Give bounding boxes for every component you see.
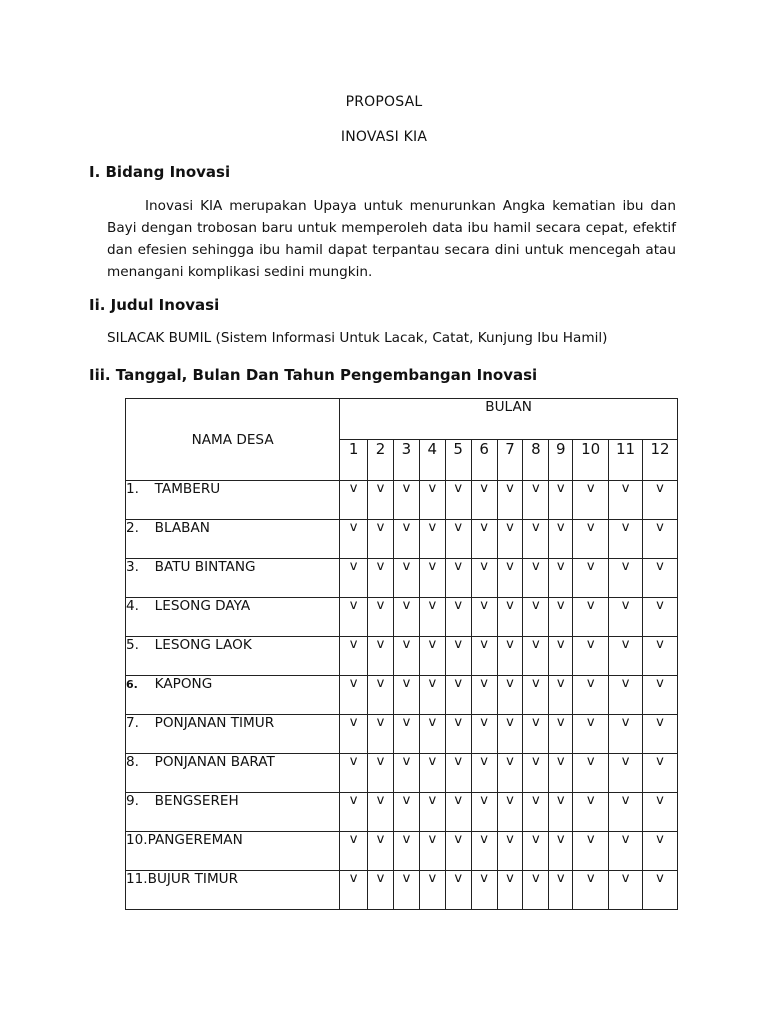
month-header-3: 3	[393, 440, 419, 481]
check-mark: v	[573, 871, 609, 910]
village-cell	[126, 481, 340, 520]
check-mark: v	[445, 637, 471, 676]
table-row	[126, 676, 678, 715]
village-number: 4.	[126, 598, 139, 614]
check-mark: v	[573, 598, 609, 637]
innovation-table	[125, 398, 678, 910]
check-mark: v	[523, 520, 549, 559]
check-mark: v	[393, 793, 419, 832]
check-mark: v	[471, 793, 497, 832]
table-row	[126, 637, 678, 676]
check-mark: v	[523, 676, 549, 715]
village-number: 6.	[126, 678, 138, 691]
village-name: PANGEREMAN	[147, 832, 243, 848]
village-cell	[126, 676, 340, 715]
month-header-8: 8	[523, 440, 549, 481]
check-mark: v	[445, 832, 471, 871]
check-mark: v	[523, 481, 549, 520]
check-mark: v	[393, 481, 419, 520]
check-mark: v	[445, 598, 471, 637]
village-cell	[126, 520, 340, 559]
month-header-2: 2	[368, 440, 394, 481]
check-mark: v	[340, 676, 368, 715]
village-number: 8.	[126, 754, 139, 770]
village-cell	[126, 715, 340, 754]
table-row	[126, 832, 678, 871]
check-mark: v	[340, 832, 368, 871]
check-mark: v	[340, 559, 368, 598]
paragraph-text: Inovasi KIA merupakan Upaya untuk menurunkan Angka kematian ibu dan Bayi dengan trobosan baru untuk memperoleh data ibu hamil secara cepat, efektif dan efesien sehingga ibu hamil dapat terpantau secara dini untuk mencegah atau menangani komplikasi sedini mungkin.	[107, 198, 676, 280]
check-mark: v	[549, 481, 573, 520]
check-mark: v	[497, 598, 523, 637]
check-mark: v	[340, 637, 368, 676]
check-mark: v	[340, 754, 368, 793]
village-name: LESONG LAOK	[154, 637, 252, 653]
check-mark: v	[573, 637, 609, 676]
section-heading-bidang: I. Bidang Inovasi	[89, 163, 231, 181]
table-row	[126, 793, 678, 832]
check-mark: v	[497, 793, 523, 832]
table-row	[126, 871, 678, 910]
village-name: PONJANAN TIMUR	[154, 715, 275, 731]
village-number: 11.	[126, 871, 148, 887]
section-heading-tanggal: Iii. Tanggal, Bulan Dan Tahun Pengembangan Inovasi	[89, 366, 538, 384]
check-mark: v	[419, 754, 445, 793]
check-mark: v	[549, 559, 573, 598]
village-name: BATU BINTANG	[154, 559, 256, 575]
check-mark: v	[643, 715, 678, 754]
month-header-4: 4	[419, 440, 445, 481]
check-mark: v	[471, 520, 497, 559]
check-mark: v	[549, 754, 573, 793]
month-header-11: 11	[609, 440, 643, 481]
check-mark: v	[523, 832, 549, 871]
village-cell	[126, 754, 340, 793]
section-heading-judul: Ii. Judul Inovasi	[89, 296, 220, 314]
check-mark: v	[471, 559, 497, 598]
check-mark: v	[643, 793, 678, 832]
check-mark: v	[393, 754, 419, 793]
check-mark: v	[393, 676, 419, 715]
check-mark: v	[471, 481, 497, 520]
check-mark: v	[445, 520, 471, 559]
check-mark: v	[573, 832, 609, 871]
month-header-1: 1	[340, 440, 368, 481]
check-mark: v	[368, 637, 394, 676]
check-mark: v	[445, 559, 471, 598]
check-mark: v	[523, 715, 549, 754]
table-row	[126, 559, 678, 598]
check-mark: v	[643, 481, 678, 520]
document-subtitle: INOVASI KIA	[340, 129, 428, 145]
check-mark: v	[497, 481, 523, 520]
check-mark: v	[497, 559, 523, 598]
check-mark: v	[523, 637, 549, 676]
check-mark: v	[419, 559, 445, 598]
table-row	[126, 715, 678, 754]
village-cell	[126, 871, 340, 910]
check-mark: v	[643, 598, 678, 637]
check-mark: v	[523, 793, 549, 832]
header-bulan: BULAN	[340, 399, 678, 440]
check-mark: v	[393, 520, 419, 559]
check-mark: v	[643, 559, 678, 598]
check-mark: v	[419, 715, 445, 754]
village-name: BLABAN	[154, 520, 210, 536]
check-mark: v	[609, 832, 643, 871]
check-mark: v	[471, 715, 497, 754]
village-number: 7.	[126, 715, 139, 731]
check-mark: v	[609, 481, 643, 520]
check-mark: v	[549, 832, 573, 871]
check-mark: v	[445, 715, 471, 754]
village-name: PONJANAN BARAT	[154, 754, 275, 770]
check-mark: v	[573, 520, 609, 559]
check-mark: v	[340, 520, 368, 559]
month-header-9: 9	[549, 440, 573, 481]
document-title: PROPOSAL	[345, 94, 423, 110]
table-row	[126, 754, 678, 793]
check-mark: v	[368, 520, 394, 559]
village-cell	[126, 559, 340, 598]
check-mark: v	[471, 871, 497, 910]
check-mark: v	[549, 637, 573, 676]
check-mark: v	[340, 481, 368, 520]
check-mark: v	[523, 598, 549, 637]
check-mark: v	[549, 598, 573, 637]
check-mark: v	[368, 481, 394, 520]
check-mark: v	[368, 676, 394, 715]
check-mark: v	[573, 754, 609, 793]
table-row	[126, 598, 678, 637]
check-mark: v	[523, 559, 549, 598]
section-paragraph-bidang	[107, 195, 676, 283]
check-mark: v	[609, 871, 643, 910]
check-mark: v	[609, 598, 643, 637]
check-mark: v	[445, 676, 471, 715]
month-header-6: 6	[471, 440, 497, 481]
check-mark: v	[368, 754, 394, 793]
check-mark: v	[609, 676, 643, 715]
check-mark: v	[471, 637, 497, 676]
check-mark: v	[643, 520, 678, 559]
village-name: LESONG DAYA	[154, 598, 251, 614]
village-number: 10.	[126, 832, 148, 848]
village-number: 3.	[126, 559, 139, 575]
check-mark: v	[445, 871, 471, 910]
check-mark: v	[419, 832, 445, 871]
table-row	[126, 520, 678, 559]
village-number: 2.	[126, 520, 139, 536]
check-mark: v	[419, 676, 445, 715]
village-name: BENGSEREH	[154, 793, 239, 809]
month-header-5: 5	[445, 440, 471, 481]
check-mark: v	[609, 754, 643, 793]
check-mark: v	[497, 520, 523, 559]
check-mark: v	[340, 793, 368, 832]
check-mark: v	[609, 637, 643, 676]
check-mark: v	[573, 481, 609, 520]
check-mark: v	[523, 754, 549, 793]
check-mark: v	[419, 481, 445, 520]
village-cell	[126, 598, 340, 637]
check-mark: v	[471, 832, 497, 871]
check-mark: v	[419, 520, 445, 559]
check-mark: v	[368, 793, 394, 832]
table-body	[126, 481, 678, 910]
check-mark: v	[393, 832, 419, 871]
check-mark: v	[368, 832, 394, 871]
village-name: TAMBERU	[154, 481, 221, 497]
check-mark: v	[643, 637, 678, 676]
check-mark: v	[549, 715, 573, 754]
village-cell	[126, 793, 340, 832]
check-mark: v	[609, 793, 643, 832]
check-mark: v	[368, 715, 394, 754]
village-number: 5.	[126, 637, 139, 653]
check-mark: v	[573, 676, 609, 715]
check-mark: v	[368, 559, 394, 598]
month-header-10: 10	[573, 440, 609, 481]
village-number: 9.	[126, 793, 139, 809]
check-mark: v	[497, 676, 523, 715]
innovation-title: SILACAK BUMIL (Sistem Informasi Untuk Lacak, Catat, Kunjung Ibu Hamil)	[107, 330, 608, 346]
village-cell	[126, 832, 340, 871]
check-mark: v	[471, 598, 497, 637]
check-mark: v	[643, 871, 678, 910]
check-mark: v	[419, 793, 445, 832]
check-mark: v	[340, 598, 368, 637]
check-mark: v	[549, 520, 573, 559]
check-mark: v	[497, 754, 523, 793]
check-mark: v	[497, 832, 523, 871]
check-mark: v	[609, 559, 643, 598]
table-row	[126, 481, 678, 520]
village-number: 1.	[126, 481, 139, 497]
check-mark: v	[419, 637, 445, 676]
check-mark: v	[549, 871, 573, 910]
check-mark: v	[573, 793, 609, 832]
check-mark: v	[573, 559, 609, 598]
check-mark: v	[445, 754, 471, 793]
village-name: BUJUR TIMUR	[147, 871, 239, 887]
village-name: KAPONG	[154, 676, 213, 692]
check-mark: v	[445, 481, 471, 520]
check-mark: v	[471, 676, 497, 715]
month-header-7: 7	[497, 440, 523, 481]
check-mark: v	[497, 715, 523, 754]
check-mark: v	[445, 793, 471, 832]
check-mark: v	[368, 598, 394, 637]
village-cell	[126, 637, 340, 676]
check-mark: v	[471, 754, 497, 793]
check-mark: v	[549, 676, 573, 715]
check-mark: v	[643, 832, 678, 871]
month-header-12: 12	[643, 440, 678, 481]
check-mark: v	[393, 559, 419, 598]
check-mark: v	[609, 715, 643, 754]
check-mark: v	[643, 676, 678, 715]
check-mark: v	[393, 715, 419, 754]
check-mark: v	[609, 520, 643, 559]
check-mark: v	[419, 871, 445, 910]
check-mark: v	[419, 598, 445, 637]
check-mark: v	[573, 715, 609, 754]
check-mark: v	[393, 637, 419, 676]
check-mark: v	[643, 754, 678, 793]
check-mark: v	[340, 715, 368, 754]
check-mark: v	[393, 871, 419, 910]
check-mark: v	[393, 598, 419, 637]
check-mark: v	[368, 871, 394, 910]
check-mark: v	[340, 871, 368, 910]
check-mark: v	[497, 637, 523, 676]
check-mark: v	[523, 871, 549, 910]
check-mark: v	[549, 793, 573, 832]
header-nama-desa: NAMA DESA	[126, 399, 340, 481]
check-mark: v	[497, 871, 523, 910]
